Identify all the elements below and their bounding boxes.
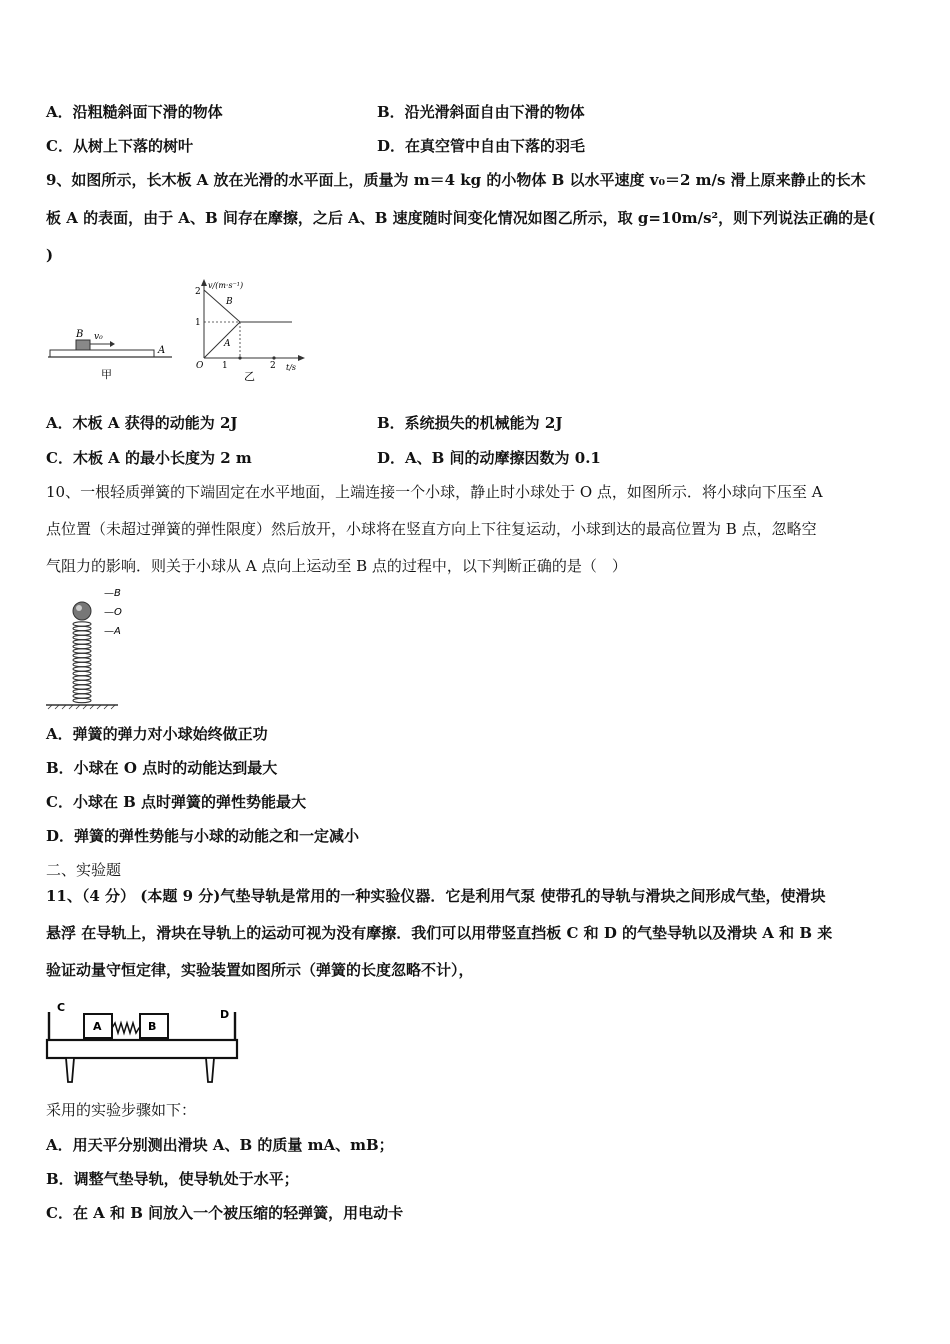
velocity-arrowhead (110, 341, 115, 347)
line-b (204, 290, 240, 322)
tick-1: 1 (195, 318, 201, 328)
label-a: A (158, 345, 166, 356)
leg-right (206, 1058, 214, 1082)
y-axis-label: v/(m·s⁻¹) (208, 281, 244, 290)
label-b: B (148, 1020, 157, 1033)
label-a: A (93, 1020, 102, 1033)
q10-option-d: D．弹簧的弹性势能与小球的动能之和一定减小 (46, 827, 360, 845)
origin-label: O (196, 361, 204, 371)
label-v0: v₀ (94, 332, 103, 342)
x-axis-arrow (298, 355, 305, 361)
label-a: A (224, 339, 231, 349)
q10-option-c: C．小球在 B 点时弹簧的弹性势能最大 (46, 793, 307, 811)
label-d: D (220, 1008, 230, 1021)
q9-option-c: C．木板 A 的最小长度为 2 m (46, 449, 252, 467)
q11-airtrack-figure (44, 998, 244, 1088)
q10-stem-line2: 点位置（未超过弹簧的弹性限度）然后放开，小球将在竖直方向上下往复运动，小球到达的最高位置为 B 点，忽略空 (46, 520, 817, 538)
q10-spring-figure (46, 584, 146, 714)
q9-option-b: B．系统损失的机械能为 2J (377, 414, 563, 432)
label-a: —A (104, 626, 121, 637)
leg-left (66, 1058, 74, 1082)
x-axis-label: t/s (286, 363, 297, 372)
q11-step-b: B．调整气垫导轨，使导轨处于水平； (46, 1170, 299, 1188)
q9-stem-line2: 板 A 的表面，由于 A、B 间存在摩擦，之后 A、B 速度随时间变化情况如图乙所示，取 g=10m/s²，则下列说法正确的是( (46, 209, 876, 227)
q11-stem-line1: 11、（4 分） (本题 9 分)气垫导轨是常用的一种实验仪器．它是利用气泵 使带孔的导轨与滑块之间形成气垫，使滑块 (46, 887, 826, 905)
ball (73, 602, 91, 620)
q9-stem-line1: 9、如图所示，长木板 A 放在光滑的水平面上，质量为 m＝4 kg 的小物体 B 以水平速度 v₀＝2 m/s 滑上原来静止的长木 (46, 171, 866, 189)
q8-option-c: C．从树上下落的树叶 (46, 137, 193, 155)
board-a (50, 350, 154, 357)
q10-stem-line3: 气阻力的影响．则关于小球从 A 点向上运动至 B 点的过程中，以下判断正确的是（ ） (46, 557, 627, 575)
label-b: B (76, 329, 84, 340)
spring (73, 622, 91, 703)
label-b: —B (104, 588, 121, 599)
ball-highlight (76, 605, 82, 611)
xtick-1: 1 (222, 361, 228, 371)
compressed-spring (112, 1023, 141, 1033)
q9-figure-yi (190, 278, 310, 384)
xtick-2: 2 (270, 361, 276, 371)
block-b (76, 340, 90, 350)
label-b: B (226, 297, 233, 307)
q10-stem-line1: 10、一根轻质弹簧的下端固定在水平地面，上端连接一个小球，静止时小球处于 O 点，如图所示．将小球向下压至 A (46, 483, 823, 501)
label-o: —O (104, 607, 122, 618)
label-c: C (57, 1001, 66, 1014)
caption-jia: 甲 (101, 368, 112, 381)
q8-option-a: A．沿粗糙斜面下滑的物体 (46, 103, 223, 121)
point-t2 (272, 356, 275, 359)
point-t1 (238, 356, 241, 359)
q10-option-b: B．小球在 O 点时的动能达到最大 (46, 759, 278, 777)
caption-yi: 乙 (244, 370, 255, 383)
q11-step-c: C．在 A 和 B 间放入一个被压缩的轻弹簧，用电动卡 (46, 1204, 404, 1222)
q9-option-d: D．A、B 间的动摩擦因数为 0.1 (377, 449, 601, 467)
q11-stem-line2: 悬浮 在导轨上，滑块在导轨上的运动可视为没有摩擦．我们可以用带竖直挡板 C 和 D 的气垫导轨以及滑块 A 和 B 来 (46, 924, 833, 942)
q9-option-a: A．木板 A 获得的动能为 2J (46, 414, 238, 432)
q10-option-a: A．弹簧的弹力对小球始终做正功 (46, 725, 268, 743)
air-track (47, 1040, 237, 1058)
q9-stem-line3: ) (46, 246, 54, 264)
q9-figure-jia (46, 320, 176, 382)
q8-option-d: D．在真空管中自由下落的羽毛 (377, 137, 586, 155)
q11-stem-line3: 验证动量守恒定律，实验装置如图所示（弹簧的长度忽略不计）， (46, 961, 474, 979)
section-title: 二、实验题 (46, 861, 122, 879)
y-axis-arrow (201, 279, 207, 286)
q11-steps-title: 采用的实验步骤如下： (46, 1101, 197, 1119)
q8-option-b: B．沿光滑斜面自由下滑的物体 (377, 103, 585, 121)
line-a (204, 322, 240, 358)
q11-step-a: A．用天平分别测出滑块 A、B 的质量 mA、mB； (46, 1136, 394, 1154)
tick-2: 2 (195, 287, 201, 297)
